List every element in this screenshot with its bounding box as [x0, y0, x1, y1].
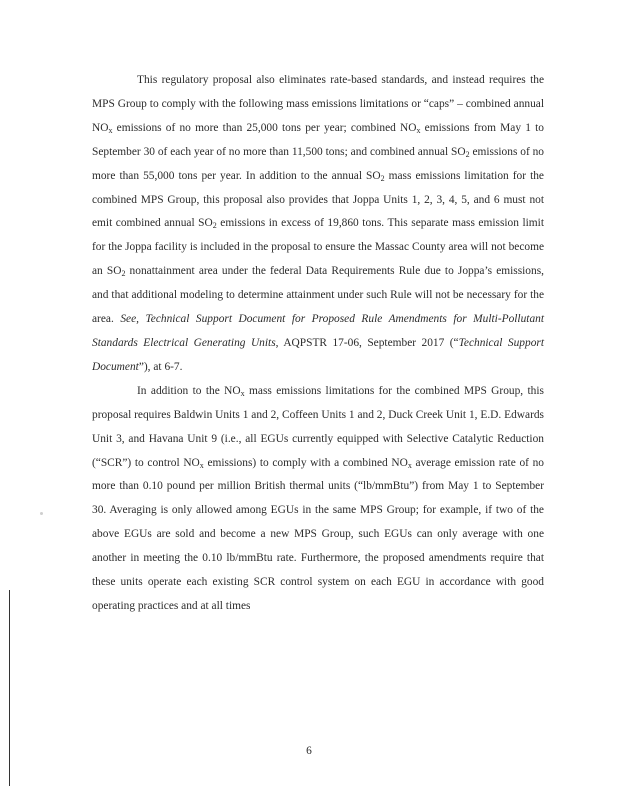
text-run: emissions in excess of 19,860 tons. This separate mass emission limit for the Joppa facility is included in the proposal to ensure the Massac County area will not become an SO: [92, 217, 544, 278]
text-run: This regulatory proposal also eliminates rate-based standards, and instead requires the MPS Group to comply with the following mass emissions limitations or “caps” – combined annual NO: [92, 74, 544, 134]
text-run: In addition to the NO: [137, 384, 241, 397]
paragraph-2: [92, 380, 544, 619]
text-run: average emission rate of no more than 0.10 pound per million British thermal units (“lb/mmBtu”) from May 1 to September 30. Averaging is only allowed among EGUs in the same MPS Group; for example, if two of the above EGUs are sold and become a new MPS Group, such EGUs can only average with one another in meeting the 0.10 lb/mmBtu rate. Furthermore, the proposed amendments require that these units operate each existing SCR control system on each EGU in accordance with good operating practices and at all times: [92, 456, 544, 612]
scan-speck: [40, 512, 43, 515]
text-run: nonattainment area under the federal Data Requirements Rule due to Joppa’s emissions, and that additional modeling to determine attainment under such Rule will not be necessary for the area.: [92, 265, 544, 326]
text-run: emissions of no more than 55,000 tons per year. In addition to the annual SO: [92, 145, 545, 182]
page-number: 6: [306, 745, 312, 757]
text-run: mass emissions limitation for the combined MPS Group, this proposal also provides that Joppa Units 1, 2, 3, 4, 5, and 6 must not emit combined annual SO: [92, 169, 544, 230]
subscript: 2: [380, 173, 385, 183]
italic-text: See, Technical Support Document for Proposed Rule Amendments for Multi-Pollutant Standards Electrical Generating Units: [92, 313, 545, 349]
text-run: , AQPSTR 17-06, September 2017 (“: [275, 336, 459, 349]
subscript: 2: [465, 149, 470, 159]
text-run: emissions from May 1 to September 30 of each year of no more than 11,500 tons; and combined annual SO: [92, 121, 544, 158]
subscript: x: [108, 125, 113, 135]
text-run: emissions) to comply with a combined NO: [203, 456, 408, 469]
subscript: 2: [121, 269, 126, 279]
text-run: emissions of no more than 25,000 tons per year; combined NO: [112, 121, 417, 134]
subscript: x: [407, 460, 412, 470]
scan-margin-line: [9, 590, 10, 786]
text-run: mass emissions limitations for the combined MPS Group, this proposal requires Baldwin Units 1 and 2, Coffeen Units 1 and 2, Duck Creek Unit 1, E.D. Edwards Unit 3, and Havana Unit 9 (i.e., all EGUs currently equipped with Selective Catalytic Reduction (“SCR”) to control NO: [92, 384, 544, 469]
paragraph-1: [92, 69, 544, 380]
subscript: x: [240, 388, 245, 398]
subscript: x: [416, 125, 421, 135]
subscript: x: [199, 460, 204, 470]
text-run: ”), at 6-7.: [138, 360, 183, 373]
body-text: [92, 69, 544, 619]
italic-text: Technical Support Document: [92, 336, 544, 373]
subscript: 2: [212, 221, 217, 231]
